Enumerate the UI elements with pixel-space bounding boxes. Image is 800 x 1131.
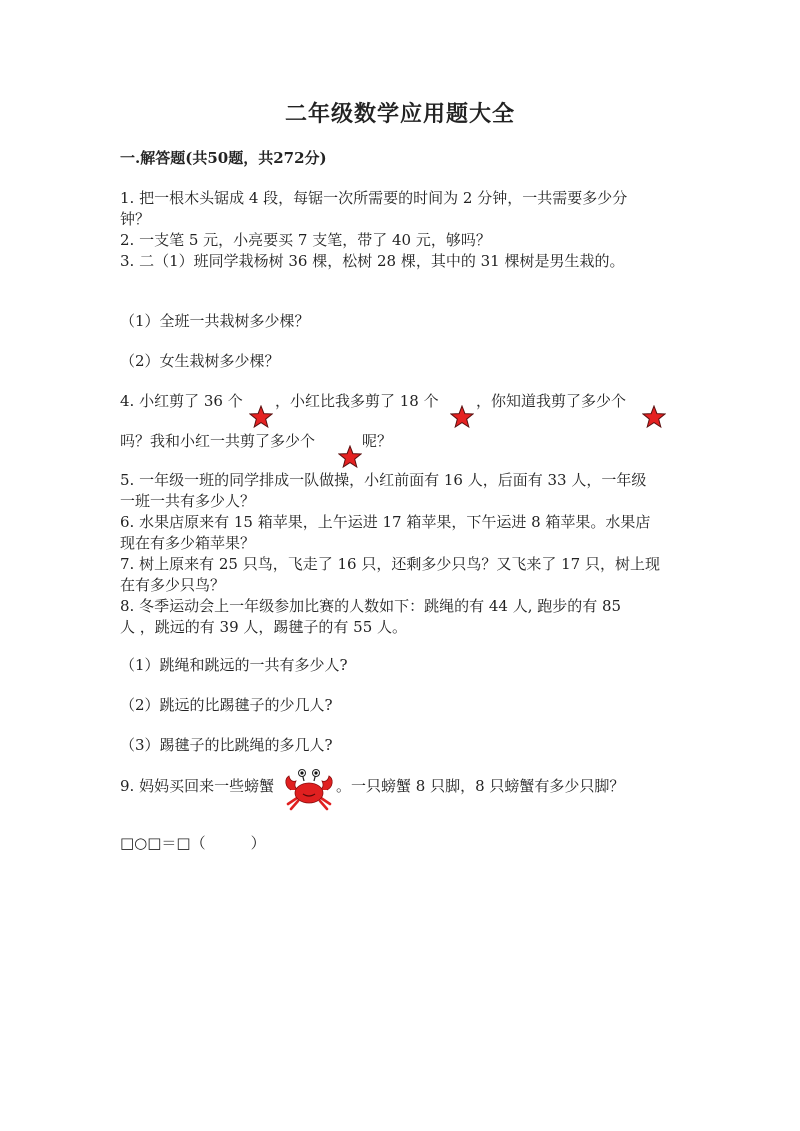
- question-6-line-1: 6. 水果店原来有 15 箱苹果，上午运进 17 箱苹果，下午运进 8 箱苹果。水果店: [120, 513, 651, 531]
- question-4-part-2: ，小红比我多剪了 18 个: [275, 392, 439, 410]
- page-title: 二年级数学应用题大全: [284, 101, 515, 127]
- question-4-part-5: 呢？: [362, 432, 393, 450]
- section-heading: 一.解答题(共50题，共272分): [120, 149, 327, 167]
- question-5-line-1: 5. 一年级一班的同学排成一队做操，小红前面有 16 人，后面有 33 人，一年级: [120, 471, 647, 489]
- question-6-line-2: 现在有多少箱苹果？: [120, 534, 256, 552]
- question-1-line-2: 钟？: [120, 210, 151, 228]
- question-3: 3. 二（1）班同学栽杨树 36 棵，松树 28 棵，其中的 31 棵树是男生栽的。: [120, 252, 625, 270]
- question-3-sub-2: （2）女生栽树多少棵？: [120, 352, 280, 370]
- question-8-sub-3: （3）踢毽子的比跳绳的多几人?: [120, 736, 333, 754]
- star-icon: [338, 445, 362, 469]
- question-7-line-1: 7. 树上原来有 25 只鸟，飞走了 16 只，还剩多少只鸟？又飞来了 17 只，树上现: [120, 555, 660, 573]
- question-3-sub-1: （1）全班一共栽树多少棵？: [120, 312, 310, 330]
- question-8-line-1: 8. 冬季运动会上一年级参加比赛的人数如下：跳绳的有 44 人, 跑步的有 85: [120, 597, 622, 615]
- question-4-part-4: 吗？我和小红一共剪了多少个: [120, 432, 316, 450]
- star-icon: [642, 405, 666, 429]
- crab-icon: [283, 768, 335, 812]
- question-4-part-1: 4. 小红剪了 36 个: [120, 392, 243, 410]
- question-5-line-2: 一班一共有多少人？: [120, 492, 256, 510]
- star-icon: [450, 405, 474, 429]
- question-4-part-3: ，你知道我剪了多少个: [476, 392, 627, 410]
- answer-formula: □○□＝□（ ）: [120, 834, 266, 852]
- star-icon: [249, 405, 273, 429]
- question-8-sub-1: （1）跳绳和跳远的一共有多少人?: [120, 656, 348, 674]
- question-1-line-1: 1. 把一根木头锯成 4 段，每锯一次所需要的时间为 2 分钟，一共需要多少分: [120, 189, 628, 207]
- question-8-sub-2: （2）跳远的比踢毽子的少几人?: [120, 696, 333, 714]
- question-7-line-2: 在有多少只鸟？: [120, 576, 226, 594]
- question-9-part-1: 9. 妈妈买回来一些螃蟹: [120, 777, 275, 795]
- question-9-part-2: 。一只螃蟹 8 只脚，8 只螃蟹有多少只脚？: [336, 777, 625, 795]
- question-2: 2. 一支笔 5 元，小亮要买 7 支笔，带了 40 元，够吗？: [120, 231, 491, 249]
- question-8-line-2: 人 ，跳远的有 39 人，踢毽子的有 55 人。: [120, 618, 408, 636]
